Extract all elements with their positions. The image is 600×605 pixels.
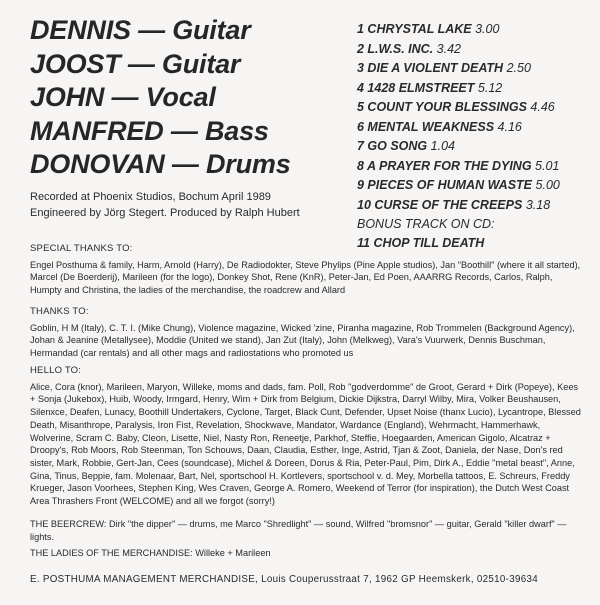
thanks-heading: THANKS TO: <box>30 306 89 317</box>
member-dennis: DENNIS — Guitar <box>30 15 251 45</box>
track-duration: 2.50 <box>506 61 531 75</box>
bonus-track-title: 11 CHOP TILL DEATH <box>357 236 485 250</box>
track-item <box>357 20 597 40</box>
special-thanks-heading: SPECIAL THANKS TO: <box>30 243 133 254</box>
ladies-text: THE LADIES OF THE MERCHANDISE: Willeke + Marileen <box>30 548 271 558</box>
member-donovan: DONOVAN — Drums <box>30 149 291 179</box>
band-lineup <box>30 14 360 182</box>
track-title: 2 L.W.S. INC. <box>357 41 434 56</box>
track-item <box>357 79 597 99</box>
track-item <box>357 59 597 79</box>
management-footer: E. POSTHUMA MANAGEMENT MERCHANDISE, Louis Couperusstraat 7, 1962 GP Heemskerk, 02510-39634 <box>30 574 538 585</box>
member-manfred: MANFRED — Bass <box>30 115 269 146</box>
bonus-track-label: BONUS TRACK ON CD: <box>357 217 495 231</box>
track-title: 6 MENTAL WEAKNESS <box>357 119 495 134</box>
member-joost: JOOST — Guitar <box>30 48 241 79</box>
special-thanks-body: Engel Posthuma & family, Harm, Arnold (Harry), De Radiodokter, Steve Phylips (Pine Apple studios), Jan "Boothill" (where it all started), Marcel (De Boerderij), Marileen (for the logo), Donkey Shot, Rene (KnR), Peter-Jan, Ed Poen, AAARRG Records, Carlos, Ralph, Humpty and Christina, the ladies of the merchandise, the roadcrew and Allard <box>30 259 581 296</box>
track-duration: 4.46 <box>530 100 555 114</box>
track-duration: 3.00 <box>475 22 500 36</box>
beercrew-text: THE BEERCREW: Dirk "the dipper" — drums, me Marco "Shredlight" — sound, Wilfred "bromsnor" — guitar, Gerald "killer dwarf" — lights. <box>30 519 567 542</box>
track-title: 5 COUNT YOUR BLESSINGS <box>357 100 527 114</box>
track-title: 9 PIECES OF HUMAN WASTE <box>357 178 533 192</box>
hello-section <box>30 365 585 508</box>
member-john: JOHN — Vocal <box>30 82 216 112</box>
track-title: 10 CURSE OF THE CREEPS <box>357 197 523 212</box>
track-item <box>357 196 597 216</box>
beercrew-section <box>30 518 585 543</box>
special-thanks-section <box>30 243 585 297</box>
hello-body: Alice, Cora (knor), Marileen, Maryon, Willeke, moms and dads, fam. Poll, Rob "godverdomme" de Groot, Gerard + Dirk (Popeye), Kees + Sonja (Jukebox), Huib, Woody, Irmgard, Henry, Wim + Dirk from Belgium, Dickie Dijkstra, Darryl Wilby, Mira, Volker Beushausen, Silenxce, Deafen, Lunacy, Boothill Undertakers, Cyclone, Target, Black Cunt, Defender, Upset Noise (thanx Lucio), Lycantrope, Blessed Death, Misanthrope, Paralysis, Iron Fist, Revelation, Shockwave, Mandator, Wardance (England), Wehrmacht, Hammerhawk, Wolverine, Scram C. Baby, Cleon, Lisette, Niel, Nasty Ron, Reneetje, Parkhof, Steffie, Hoegaarden, American Gigolo, Alcatraz + Droopy's, Rob Moors, Rob Steenman, Ton Schouws, Daan, Claudia, Esther, Inge, Astrid, Tjan & Zoot, Daniela, der Nase, Don's red sister, Mark, Robbie, Gert-Jan, Cees (soundcase), Michel & Doreen, Dorus & Ria, Peter-Paul, Pim, Dirk A., Eddie "metal beast", Anne, Gina, Tinus, Beppie, fam. Molenaar, Bart, Nel, sportschool H. Kortlevers, sportschool v. d. Mey, Morbella tattoos, E. Schreurs, Freddy Krueger, Jason Voorhees, Stephen King, Wes Craven, George A. Romero, Weekend of Terror (for inspiration), the Dutch West Coast Area Thrashers Front (WELCOME) and all we forgot (sorry!) <box>30 381 581 507</box>
track-title: 7 GO SONG <box>357 139 428 153</box>
engineering-line: Engineered by Jörg Stegert. Produced by Ralph Hubert <box>30 206 300 219</box>
tracklist <box>357 20 597 252</box>
track-duration: 5.12 <box>477 80 503 95</box>
track-item <box>357 157 597 177</box>
thanks-body: Goblin, H M (Italy), C. T. I. (Mike Chung), Violence magazine, Wicked 'zine, Piranha magazine, Rob Trommelen (Background Agency), Johan & Jeanine (Metallysee), Moddie (United we stand), Jan Zut (Italy), John (Melkweg), Vara's Vuurwerk, Dennis Buschman, Hermandad (car rentals) and all other mags and radiostations who promoted us <box>30 322 575 359</box>
track-item <box>357 137 597 157</box>
track-item <box>357 176 597 196</box>
ladies-section <box>30 547 585 560</box>
track-item <box>357 98 597 118</box>
track-duration: 4.16 <box>497 119 522 134</box>
recording-line: Recorded at Phoenix Studios, Bochum April 1989 <box>30 191 271 203</box>
track-title: 1 CHRYSTAL LAKE <box>357 22 472 36</box>
track-title: 4 1428 ELMSTREET <box>357 80 475 95</box>
track-duration: 3.18 <box>525 197 551 212</box>
track-duration: 3.42 <box>436 41 461 56</box>
recording-credits <box>30 190 360 221</box>
track-title: 8 A PRAYER FOR THE DYING <box>357 158 532 173</box>
track-item <box>357 40 597 60</box>
thanks-section <box>30 306 585 360</box>
track-duration: 1.04 <box>430 139 455 153</box>
track-duration: 5.00 <box>535 178 560 192</box>
track-duration: 5.01 <box>535 158 560 173</box>
hello-heading: HELLO TO: <box>30 365 82 376</box>
track-title: 3 DIE A VIOLENT DEATH <box>357 61 504 75</box>
track-item <box>357 118 597 138</box>
